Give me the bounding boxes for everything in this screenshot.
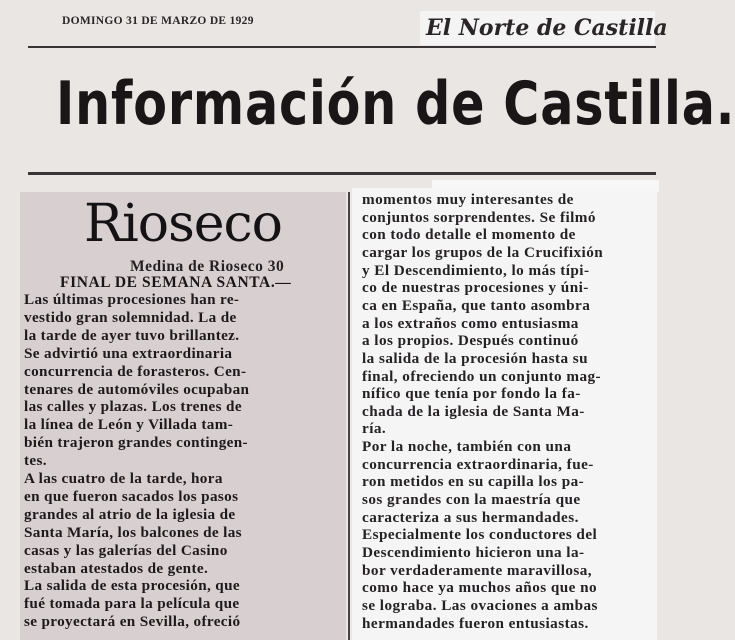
text-line: la tarde de ayer tuvo brillantez.: [24, 326, 240, 344]
text-line: vestido gran solemnidad. La de: [24, 308, 237, 326]
text-line: La salida de esta procesión, que: [24, 577, 240, 595]
text-line: la línea de León y Villada tam-: [24, 416, 234, 434]
issue-date: DOMINGO 31 DE MARZO DE 1929: [62, 15, 254, 27]
text-line: concurrencia extraordinaria, fue-: [362, 455, 594, 473]
article-column-left: [20, 192, 346, 640]
newspaper-name: El Norte de Castilla: [420, 11, 655, 45]
section-headline: Información de Castilla.: [56, 69, 735, 139]
text-line: ron metidos en su capilla los pa-: [362, 473, 585, 491]
text-line: tenares de automóviles ocupaban: [24, 380, 250, 398]
text-line: bién trajeron grandes contingen-: [24, 434, 248, 452]
text-line: nífico que tenía por fondo la fa-: [362, 385, 581, 403]
text-line: bor verdaderamente maravillosa,: [362, 561, 593, 579]
text-line: Santa María, los balcones de las: [24, 523, 242, 541]
text-line: momentos muy interesantes de: [362, 191, 574, 208]
text-line: tes.: [24, 452, 47, 470]
text-line: Especialmente los conductores del: [362, 526, 598, 544]
text-line: hermandades fueron entusiastas.: [362, 614, 589, 632]
text-line: a los extraños como entusiasma: [362, 314, 579, 332]
text-line: ca en España, que tanto asombra: [362, 296, 591, 314]
text-line: las calles y plazas. Los trenes de: [24, 398, 242, 416]
text-line: grandes al atrio de la iglesia de: [24, 505, 236, 523]
text-line: estaban atestados de gente.: [24, 559, 209, 577]
text-line: y El Descendimiento, lo más típi-: [362, 261, 590, 279]
text-line: chada de la iglesia de Santa Ma-: [362, 402, 585, 420]
headline-rule: [28, 172, 656, 175]
article-subhead: FINAL DE SEMANA SANTA.—: [60, 274, 292, 291]
text-line: Descendimiento hicieron una la-: [362, 544, 585, 561]
text-line: fué tomada para la película que: [24, 595, 240, 613]
text-line: como hace ya muchos años que no: [362, 579, 598, 597]
article-title: Rioseco: [84, 194, 282, 254]
text-line: conjuntos sorprendentes. Se filmó: [362, 208, 596, 226]
text-line: cargar los grupos de la Crucifixión: [362, 243, 604, 261]
text-line: Las últimas procesiones han re-: [24, 291, 240, 308]
text-line: Se advirtió una extraordinaria: [24, 344, 233, 362]
text-line: la salida de la procesión hasta su: [362, 349, 588, 367]
text-line: casas y las galerías del Casino: [24, 541, 228, 559]
text-line: final, ofreciendo un conjunto mag-: [362, 367, 602, 385]
text-line: sos grandes con la maestría que: [362, 491, 581, 509]
text-line: se proyectará en Sevilla, ofreció: [24, 613, 241, 631]
text-line: se lograba. Las ovaciones a ambas: [362, 596, 598, 614]
text-line: con todo detalle el momento de: [362, 226, 576, 244]
text-line: en que fueron sacados los pasos: [24, 487, 239, 505]
text-line: caracteriza a sus hermandades.: [362, 508, 579, 526]
article-column-right: [352, 188, 657, 640]
text-line: Por la noche, también con una: [362, 438, 572, 456]
text-line: A las cuatro de la tarde, hora: [24, 470, 223, 487]
article-dateline: Medina de Rioseco 30: [130, 258, 285, 275]
text-line: ría.: [362, 420, 387, 438]
text-line: concurrencia de forasteros. Cen-: [24, 362, 247, 380]
column-divider: [348, 192, 350, 640]
text-line: co de nuestras procesiones y úni-: [362, 279, 589, 297]
text-line: a los propios. Después continuó: [362, 332, 579, 350]
